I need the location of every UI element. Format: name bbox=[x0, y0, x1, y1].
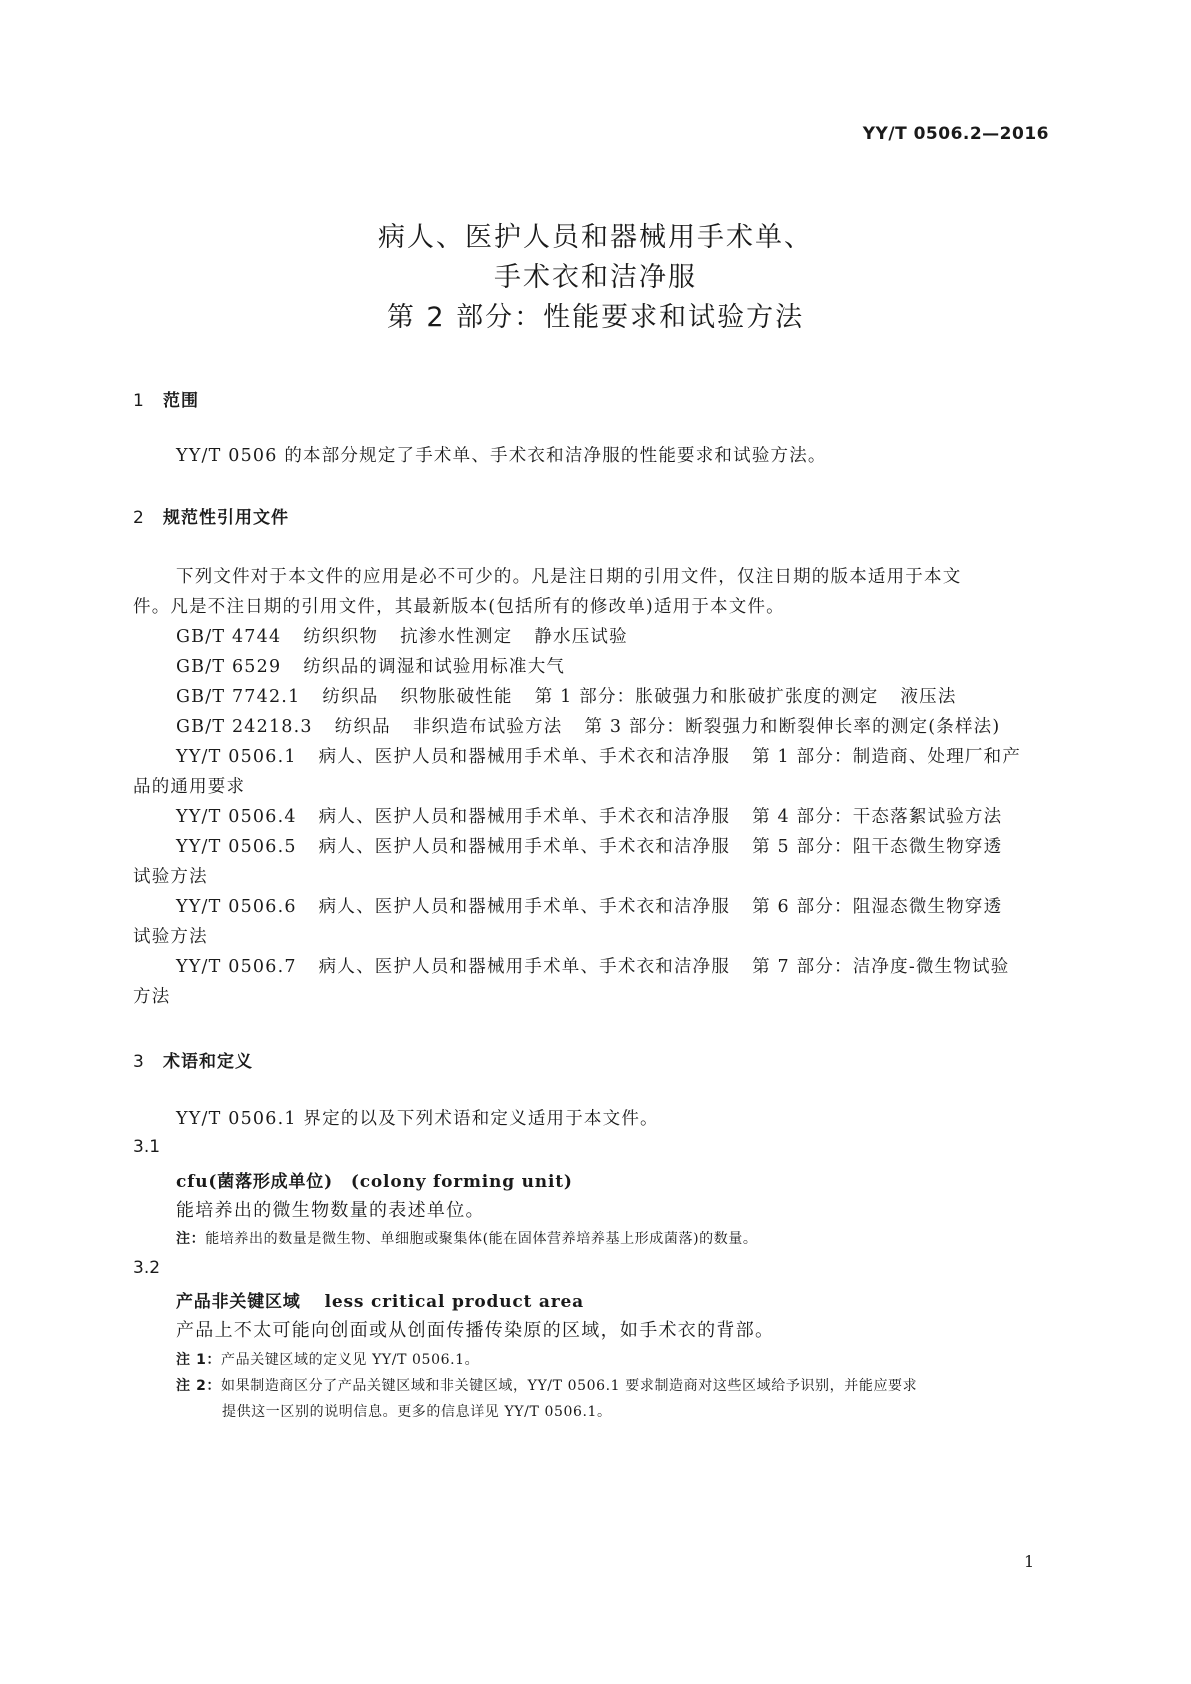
section-title: 术语和定义 bbox=[163, 1052, 253, 1072]
reference-code: GB/T 7742.1 bbox=[176, 687, 301, 707]
term-definition: 产品上不太可能向创面或从创面传播传染原的区域，如手术衣的背部。 bbox=[176, 1320, 775, 1341]
section-2-heading bbox=[133, 503, 289, 528]
section-1-heading bbox=[133, 386, 199, 411]
title-line-1: 病人、医护人员和器械用手术单、 bbox=[378, 222, 813, 253]
reference-continuation: 品的通用要求 bbox=[133, 777, 246, 797]
section-1-paragraph: YY/T 0506 的本部分规定了手术单、手术衣和洁净服的性能要求和试验方法。 bbox=[176, 446, 827, 466]
reference-code: YY/T 0506.6 bbox=[176, 897, 297, 917]
reference-item bbox=[176, 893, 1002, 918]
term-cn: cfu(菌落形成单位) bbox=[176, 1172, 333, 1192]
note-label: 注 1： bbox=[176, 1352, 222, 1368]
term-number: 3.1 bbox=[133, 1137, 161, 1157]
section-number: 1 bbox=[133, 391, 145, 411]
reference-part: 第 1 部分：胀破强力和胀破扩张度的测定 bbox=[534, 687, 879, 707]
term-definition: 能培养出的微生物数量的表述单位。 bbox=[176, 1200, 485, 1221]
reference-item bbox=[176, 623, 628, 648]
reference-code: GB/T 24218.3 bbox=[176, 717, 313, 737]
term-note bbox=[176, 1375, 917, 1395]
reference-item bbox=[176, 713, 1000, 738]
section-title: 范围 bbox=[163, 391, 199, 411]
reference-part: 纺织品 bbox=[322, 687, 379, 707]
note-label: 注： bbox=[176, 1231, 206, 1247]
reference-item bbox=[176, 953, 1009, 978]
reference-continuation: 试验方法 bbox=[133, 927, 208, 947]
section-3-heading bbox=[133, 1047, 253, 1072]
reference-item bbox=[176, 653, 565, 678]
reference-continuation: 试验方法 bbox=[133, 867, 208, 887]
standard-code: YY/T 0506.2—2016 bbox=[862, 124, 1049, 144]
reference-code: YY/T 0506.1 bbox=[176, 747, 297, 767]
reference-part: 病人、医护人员和器械用手术单、手术衣和洁净服 bbox=[318, 837, 731, 857]
term-heading bbox=[176, 1287, 584, 1312]
reference-item bbox=[176, 743, 1021, 768]
note-continuation: 提供这一区别的说明信息。更多的信息详见 YY/T 0506.1。 bbox=[222, 1404, 612, 1420]
term-en: (colony forming unit) bbox=[350, 1172, 573, 1192]
reference-part: 第 7 部分：洁净度-微生物试验 bbox=[752, 957, 1010, 977]
section-2-intro-line-2: 件。凡是不注日期的引用文件，其最新版本(包括所有的修改单)适用于本文件。 bbox=[133, 597, 785, 617]
term-heading bbox=[176, 1167, 573, 1192]
reference-part: 静水压试验 bbox=[534, 627, 628, 647]
reference-continuation: 方法 bbox=[133, 987, 171, 1007]
term-cn: 产品非关键区域 bbox=[176, 1292, 301, 1312]
section-number: 3 bbox=[133, 1052, 145, 1072]
note-label: 注 2： bbox=[176, 1378, 222, 1394]
term-en: less critical product area bbox=[324, 1292, 584, 1312]
title-line-2: 手术衣和洁净服 bbox=[494, 262, 697, 293]
reference-code: YY/T 0506.5 bbox=[176, 837, 297, 857]
reference-code: GB/T 6529 bbox=[176, 657, 282, 677]
note-text: 如果制造商区分了产品关键区域和非关键区域，YY/T 0506.1 要求制造商对这些区域给予识别，并能应要求 bbox=[221, 1378, 918, 1394]
reference-part: 纺织品 bbox=[334, 717, 391, 737]
reference-item bbox=[176, 833, 1002, 858]
term-note bbox=[176, 1228, 758, 1248]
note-text: 能培养出的数量是微生物、单细胞或聚集体(能在固体营养培养基上形成菌落)的数量。 bbox=[205, 1231, 758, 1247]
section-3-intro: YY/T 0506.1 界定的以及下列术语和定义适用于本文件。 bbox=[176, 1109, 659, 1129]
term-number: 3.2 bbox=[133, 1258, 161, 1278]
reference-item bbox=[176, 803, 1002, 828]
reference-part: 第 1 部分：制造商、处理厂和产 bbox=[752, 747, 1022, 767]
section-number: 2 bbox=[133, 508, 145, 528]
reference-part: 病人、医护人员和器械用手术单、手术衣和洁净服 bbox=[318, 747, 731, 767]
reference-code: YY/T 0506.4 bbox=[176, 807, 297, 827]
reference-code: GB/T 4744 bbox=[176, 627, 282, 647]
reference-part: 第 6 部分：阻湿态微生物穿透 bbox=[752, 897, 1003, 917]
reference-part: 抗渗水性测定 bbox=[400, 627, 513, 647]
reference-part: 液压法 bbox=[900, 687, 957, 707]
title-line-3: 第 2 部分：性能要求和试验方法 bbox=[386, 302, 805, 333]
section-2-intro-line-1: 下列文件对于本文件的应用是必不可少的。凡是注日期的引用文件，仅注日期的版本适用于本文 bbox=[176, 567, 962, 587]
term-note bbox=[176, 1349, 479, 1369]
reference-part: 病人、医护人员和器械用手术单、手术衣和洁净服 bbox=[318, 957, 731, 977]
section-title: 规范性引用文件 bbox=[163, 508, 289, 528]
reference-code: YY/T 0506.7 bbox=[176, 957, 297, 977]
reference-part: 第 3 部分：断裂强力和断裂伸长率的测定(条样法) bbox=[584, 717, 1001, 737]
reference-part: 非织造布试验方法 bbox=[412, 717, 563, 737]
page-number: 1 bbox=[1024, 1552, 1035, 1571]
reference-part: 织物胀破性能 bbox=[400, 687, 513, 707]
reference-part: 纺织织物 bbox=[303, 627, 379, 647]
note-text: 产品关键区域的定义见 YY/T 0506.1。 bbox=[221, 1352, 480, 1368]
reference-item bbox=[176, 683, 957, 708]
reference-part: 第 5 部分：阻干态微生物穿透 bbox=[752, 837, 1003, 857]
reference-part: 第 4 部分：干态落絮试验方法 bbox=[752, 807, 1003, 827]
reference-part: 纺织品的调湿和试验用标准大气 bbox=[303, 657, 566, 677]
reference-part: 病人、医护人员和器械用手术单、手术衣和洁净服 bbox=[318, 807, 731, 827]
reference-part: 病人、医护人员和器械用手术单、手术衣和洁净服 bbox=[318, 897, 731, 917]
